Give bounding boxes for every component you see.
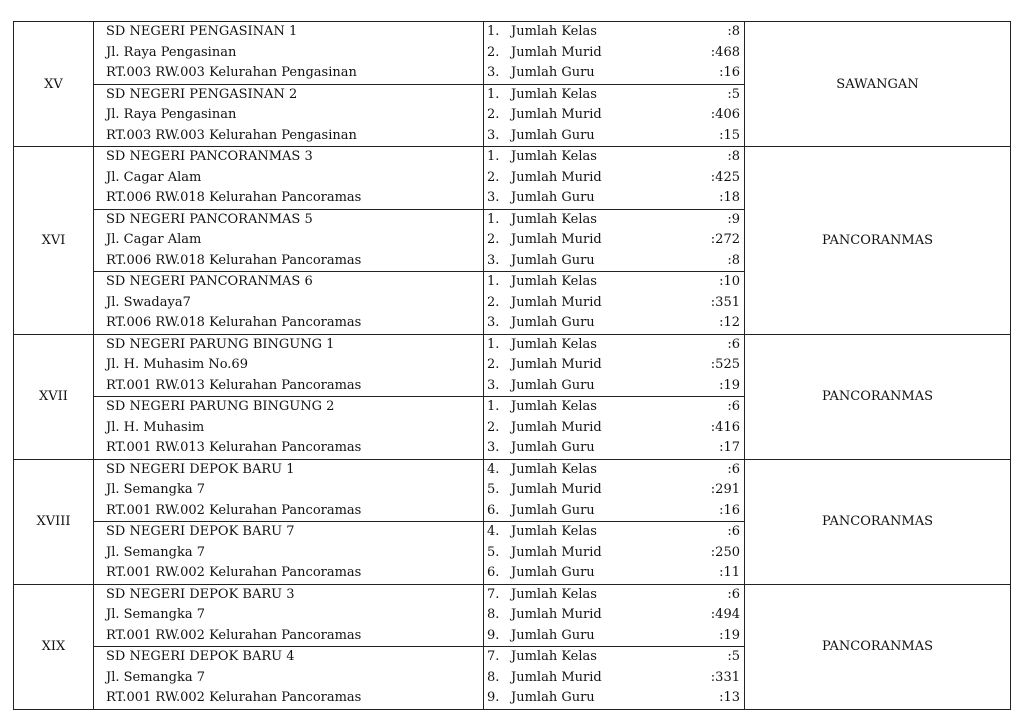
- stat-value: :18: [719, 190, 740, 205]
- school-street: Jl. Semangka 7: [106, 482, 206, 497]
- stat-number: 2.: [487, 419, 500, 435]
- school-name: SD NEGERI PANCORANMAS 6: [106, 274, 313, 289]
- stat-number: 1.: [487, 86, 500, 102]
- school-street: Jl. Raya Pengasinan: [106, 44, 237, 60]
- stat-value: :15: [719, 127, 740, 143]
- stat-number: 1.: [487, 399, 500, 414]
- stat-label: Jumlah Murid: [511, 357, 602, 372]
- stat-number: 3.: [487, 65, 500, 80]
- table-row: [14, 584, 1011, 647]
- stat-line: [484, 480, 744, 501]
- stat-value: :17: [719, 440, 740, 455]
- school-name: SD NEGERI DEPOK BARU 4: [106, 649, 295, 664]
- school-street: Jl. H. Muhasim No.69: [106, 357, 248, 372]
- stat-line: [484, 85, 744, 106]
- stat-number: 8.: [487, 669, 500, 685]
- stat-label: Jumlah Murid: [511, 419, 602, 435]
- stat-value: :16: [719, 65, 740, 80]
- school-cell: [94, 22, 484, 85]
- stat-number: 2.: [487, 44, 500, 60]
- stat-number: 3.: [487, 127, 500, 143]
- school-name: SD NEGERI PANCORANMAS 5: [106, 211, 313, 227]
- school-address: RT.001 RW.002 Kelurahan Pancoramas: [106, 690, 362, 705]
- school-cell: [94, 272, 484, 335]
- stat-value: :12: [719, 315, 740, 330]
- school-street: Jl. Semangka 7: [106, 607, 206, 622]
- school-name: SD NEGERI DEPOK BARU 1: [106, 461, 295, 477]
- stat-line: [484, 376, 744, 397]
- stat-label: Jumlah Guru: [511, 627, 595, 643]
- stat-label: Jumlah Murid: [511, 482, 602, 497]
- stat-number: 1.: [487, 274, 500, 289]
- row-number: XVII: [14, 334, 94, 459]
- stat-label: Jumlah Murid: [511, 107, 602, 122]
- stat-line: [484, 563, 744, 584]
- stat-value: :6: [727, 524, 740, 539]
- stat-number: 7.: [487, 649, 500, 664]
- stat-number: 1.: [487, 336, 500, 352]
- school-cell: [94, 397, 484, 460]
- stat-line: [484, 168, 744, 189]
- stat-value: :5: [727, 86, 740, 102]
- row-number: XVIII: [14, 459, 94, 584]
- school-street: Jl. H. Muhasim: [106, 419, 205, 435]
- school-cell: [94, 584, 484, 647]
- stat-label: Jumlah Murid: [511, 232, 602, 247]
- stat-line: [484, 210, 744, 231]
- kecamatan-cell: PANCORANMAS: [745, 334, 1011, 459]
- school-name: SD NEGERI PENGASINAN 1: [106, 24, 298, 39]
- stat-label: Jumlah Guru: [511, 190, 595, 205]
- stat-line: [484, 543, 744, 564]
- stat-line: [484, 147, 744, 168]
- stat-line: [484, 313, 744, 334]
- stat-number: 4.: [487, 461, 500, 477]
- stat-label: Jumlah Kelas: [511, 399, 597, 414]
- stat-number: 2.: [487, 107, 500, 122]
- school-address: RT.001 RW.013 Kelurahan Pancoramas: [106, 377, 362, 393]
- stat-number: 3.: [487, 252, 500, 268]
- kecamatan-cell: PANCORANMAS: [745, 584, 1011, 709]
- school-name: SD NEGERI DEPOK BARU 3: [106, 586, 295, 602]
- stat-line: [484, 501, 744, 522]
- stat-value: :6: [727, 336, 740, 352]
- row-number: XIX: [14, 584, 94, 709]
- stat-line: [484, 251, 744, 272]
- stat-value: :6: [727, 399, 740, 414]
- school-street: Jl. Semangka 7: [106, 544, 206, 560]
- stat-value: :8: [727, 252, 740, 268]
- stat-label: Jumlah Kelas: [511, 649, 597, 664]
- stat-value: :291: [710, 482, 740, 497]
- stat-value: :6: [727, 461, 740, 477]
- stat-value: :416: [710, 419, 740, 435]
- stat-line: [484, 668, 744, 689]
- school-cell: [94, 647, 484, 710]
- stat-value: :425: [710, 169, 740, 185]
- stat-number: 6.: [487, 565, 500, 580]
- stats-cell: [484, 22, 745, 85]
- stat-number: 6.: [487, 502, 500, 518]
- stat-label: Jumlah Guru: [511, 315, 595, 330]
- school-address: RT.001 RW.002 Kelurahan Pancoramas: [106, 627, 362, 643]
- stat-line: [484, 272, 744, 293]
- stat-value: :468: [710, 44, 740, 60]
- stat-number: 5.: [487, 482, 500, 497]
- stat-number: 2.: [487, 169, 500, 185]
- stat-line: [484, 438, 744, 459]
- stat-value: :351: [710, 294, 740, 310]
- stats-cell: [484, 522, 745, 585]
- stat-number: 8.: [487, 607, 500, 622]
- kecamatan-cell: PANCORANMAS: [745, 147, 1011, 335]
- stat-line: [484, 230, 744, 251]
- stat-number: 2.: [487, 294, 500, 310]
- stat-label: Jumlah Kelas: [511, 211, 597, 227]
- stat-label: Jumlah Guru: [511, 377, 595, 393]
- stat-value: :13: [719, 690, 740, 705]
- stats-cell: [484, 147, 745, 210]
- stat-value: :250: [710, 544, 740, 560]
- stats-cell: [484, 397, 745, 460]
- school-address: RT.006 RW.018 Kelurahan Pancoramas: [106, 190, 362, 205]
- stat-value: :5: [727, 649, 740, 664]
- stat-line: [484, 355, 744, 376]
- school-address: RT.006 RW.018 Kelurahan Pancoramas: [106, 315, 362, 330]
- stat-label: Jumlah Murid: [511, 294, 602, 310]
- stat-number: 3.: [487, 377, 500, 393]
- table-row: [14, 459, 1011, 522]
- stat-label: Jumlah Guru: [511, 127, 595, 143]
- stat-value: :11: [719, 565, 740, 580]
- table-row: [14, 334, 1011, 397]
- table-row: [14, 147, 1011, 210]
- stat-line: [484, 605, 744, 626]
- stat-value: :19: [719, 627, 740, 643]
- school-name: SD NEGERI DEPOK BARU 7: [106, 524, 295, 539]
- stat-number: 1.: [487, 24, 500, 39]
- stat-number: 7.: [487, 586, 500, 602]
- school-address: RT.003 RW.003 Kelurahan Pengasinan: [106, 127, 357, 143]
- stat-line: [484, 335, 744, 356]
- school-address: RT.003 RW.003 Kelurahan Pengasinan: [106, 65, 357, 80]
- stat-value: :8: [727, 24, 740, 39]
- stat-value: :331: [710, 669, 740, 685]
- row-number: XVI: [14, 147, 94, 335]
- stat-value: :19: [719, 377, 740, 393]
- stat-number: 3.: [487, 440, 500, 455]
- stat-label: Jumlah Guru: [511, 565, 595, 580]
- stat-label: Jumlah Kelas: [511, 24, 597, 39]
- school-street: Jl. Cagar Alam: [106, 169, 202, 185]
- stat-line: [484, 397, 744, 418]
- stat-line: [484, 460, 744, 481]
- stat-line: [484, 418, 744, 439]
- stat-label: Jumlah Guru: [511, 502, 595, 518]
- kecamatan-cell: SAWANGAN: [745, 22, 1011, 147]
- stat-value: :8: [727, 149, 740, 164]
- stat-label: Jumlah Guru: [511, 65, 595, 80]
- stat-value: :16: [719, 502, 740, 518]
- school-address: RT.001 RW.002 Kelurahan Pancoramas: [106, 565, 362, 580]
- school-address: RT.006 RW.018 Kelurahan Pancoramas: [106, 252, 362, 268]
- school-cell: [94, 334, 484, 397]
- stat-number: 3.: [487, 315, 500, 330]
- stats-cell: [484, 584, 745, 647]
- stat-label: Jumlah Murid: [511, 607, 602, 622]
- kecamatan-cell: PANCORANMAS: [745, 459, 1011, 584]
- school-name: SD NEGERI PANCORANMAS 3: [106, 149, 313, 164]
- school-name: SD NEGERI PENGASINAN 2: [106, 86, 298, 102]
- stats-cell: [484, 647, 745, 710]
- stat-number: 3.: [487, 190, 500, 205]
- stat-value: :525: [710, 357, 740, 372]
- school-name: SD NEGERI PARUNG BINGUNG 2: [106, 399, 335, 414]
- stats-cell: [484, 84, 745, 147]
- stat-label: Jumlah Guru: [511, 690, 595, 705]
- stats-cell: [484, 334, 745, 397]
- stat-label: Jumlah Kelas: [511, 86, 597, 102]
- school-cell: [94, 459, 484, 522]
- stat-line: [484, 63, 744, 84]
- school-cell: [94, 522, 484, 585]
- stat-label: Jumlah Kelas: [511, 461, 597, 477]
- table-row: [14, 22, 1011, 85]
- stat-label: Jumlah Murid: [511, 169, 602, 185]
- stat-value: :494: [710, 607, 740, 622]
- school-street: Jl. Cagar Alam: [106, 232, 202, 247]
- stat-line: [484, 105, 744, 126]
- stat-value: :10: [719, 274, 740, 289]
- stat-line: [484, 126, 744, 147]
- school-name: SD NEGERI PARUNG BINGUNG 1: [106, 336, 335, 352]
- stat-line: [484, 293, 744, 314]
- school-cell: [94, 147, 484, 210]
- stat-label: Jumlah Guru: [511, 252, 595, 268]
- school-data-table: [13, 21, 1011, 710]
- stat-label: Jumlah Kelas: [511, 524, 597, 539]
- stat-line: [484, 626, 744, 647]
- stat-label: Jumlah Kelas: [511, 149, 597, 164]
- stat-value: :6: [727, 586, 740, 602]
- stat-label: Jumlah Kelas: [511, 274, 597, 289]
- stats-cell: [484, 209, 745, 272]
- stat-line: [484, 688, 744, 709]
- stat-line: [484, 647, 744, 668]
- stats-cell: [484, 272, 745, 335]
- stat-label: Jumlah Murid: [511, 544, 602, 560]
- stat-label: Jumlah Murid: [511, 669, 602, 685]
- stat-number: 4.: [487, 524, 500, 539]
- stat-label: Jumlah Kelas: [511, 336, 597, 352]
- stat-label: Jumlah Kelas: [511, 586, 597, 602]
- stat-line: [484, 188, 744, 209]
- school-cell: [94, 84, 484, 147]
- stat-line: [484, 522, 744, 543]
- stat-number: 1.: [487, 149, 500, 164]
- school-street: Jl. Raya Pengasinan: [106, 107, 237, 122]
- stat-number: 2.: [487, 232, 500, 247]
- stat-line: [484, 43, 744, 64]
- school-street: Jl. Swadaya7: [106, 294, 191, 310]
- stat-label: Jumlah Murid: [511, 44, 602, 60]
- stat-number: 9.: [487, 690, 500, 705]
- school-cell: [94, 209, 484, 272]
- school-street: Jl. Semangka 7: [106, 669, 206, 685]
- stat-value: :406: [710, 107, 740, 122]
- row-number: XV: [14, 22, 94, 147]
- stat-line: [484, 22, 744, 43]
- stat-number: 9.: [487, 627, 500, 643]
- table-body: [14, 22, 1011, 710]
- stat-label: Jumlah Guru: [511, 440, 595, 455]
- stat-number: 2.: [487, 357, 500, 372]
- stat-number: 1.: [487, 211, 500, 227]
- stat-line: [484, 585, 744, 606]
- school-address: RT.001 RW.002 Kelurahan Pancoramas: [106, 502, 362, 518]
- stat-value: :9: [727, 211, 740, 227]
- stat-value: :272: [710, 232, 740, 247]
- school-address: RT.001 RW.013 Kelurahan Pancoramas: [106, 440, 362, 455]
- stats-cell: [484, 459, 745, 522]
- stat-number: 5.: [487, 544, 500, 560]
